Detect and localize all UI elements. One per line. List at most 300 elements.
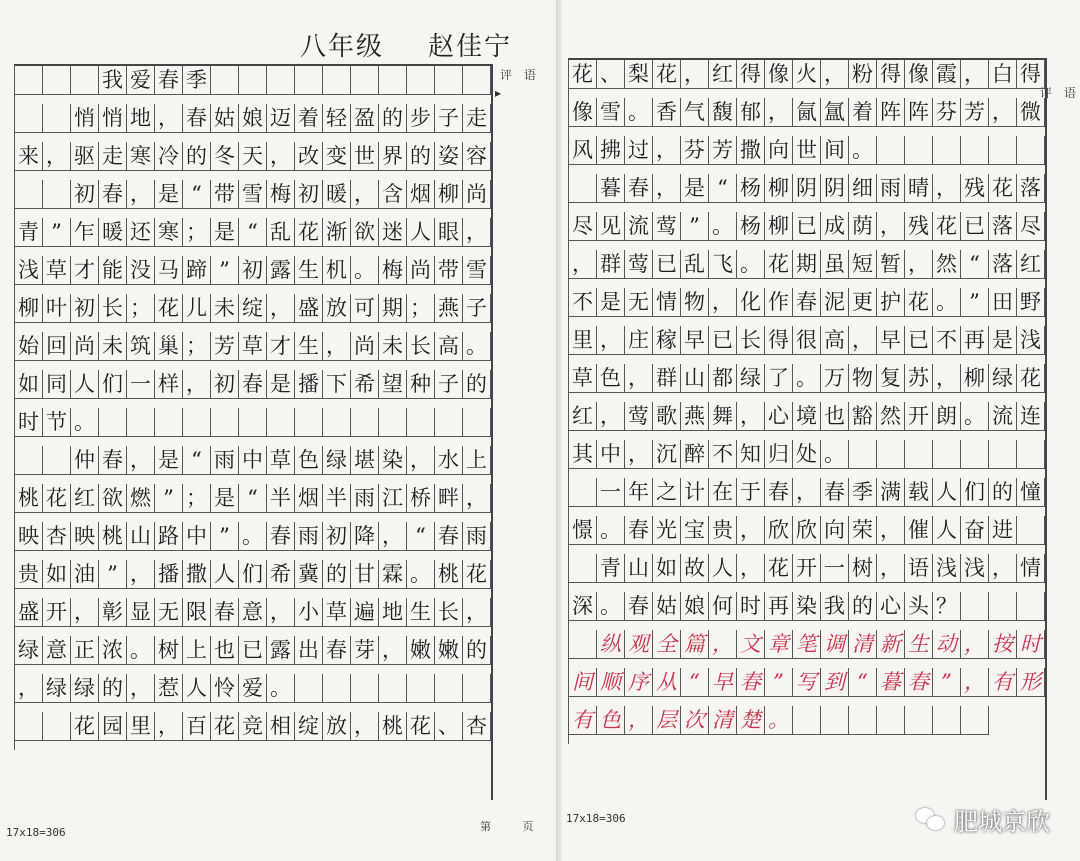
grid-cell: 上 bbox=[463, 446, 491, 475]
grid-cell: 绽 bbox=[239, 294, 267, 323]
grid-cell: 不 bbox=[933, 326, 961, 355]
grid-cell: 山 bbox=[127, 522, 155, 551]
grid-cell bbox=[211, 66, 239, 95]
grid-cell: 长 bbox=[737, 326, 765, 355]
grid-cell: 无 bbox=[155, 598, 183, 627]
grid-cell: 早 bbox=[681, 326, 709, 355]
grid-cell: ， bbox=[267, 598, 295, 627]
grid-cell: 竞 bbox=[239, 712, 267, 741]
grid-cell: 长 bbox=[407, 332, 435, 361]
grid-cell: ， bbox=[127, 674, 155, 703]
grid-cell: ， bbox=[463, 484, 491, 513]
grid-cell: 火 bbox=[793, 60, 821, 89]
grid-cell: 朗 bbox=[933, 402, 961, 431]
grid-cell: 才 bbox=[267, 332, 295, 361]
grid-cell: 霖 bbox=[379, 560, 407, 589]
grid-cell: 落 bbox=[989, 250, 1017, 279]
grid-cell: 残 bbox=[961, 174, 989, 203]
grid-cell: 驱 bbox=[71, 142, 99, 171]
grid-cell: 无 bbox=[625, 288, 653, 317]
grid-cell: 人 bbox=[407, 218, 435, 247]
grid-cell: ， bbox=[933, 174, 961, 203]
grid-cell: 人 bbox=[933, 478, 961, 507]
grid-cell: 春 bbox=[323, 636, 351, 665]
grid-cell: 。 bbox=[463, 332, 491, 361]
grid-cell: 花 bbox=[765, 250, 793, 279]
grid-cell: 来 bbox=[15, 142, 43, 171]
grid-cell: 成 bbox=[821, 212, 849, 241]
grid-cell: 篇 bbox=[681, 630, 709, 659]
grid-cell: 春 bbox=[625, 592, 653, 621]
grid-cell bbox=[961, 440, 989, 469]
grid-cell: 还 bbox=[127, 218, 155, 247]
grid-cell bbox=[1017, 592, 1045, 621]
grid-cell: ， bbox=[15, 674, 43, 703]
grid-cell: ， bbox=[625, 364, 653, 393]
grid-cell: ； bbox=[183, 218, 211, 247]
grid-cell: 宝 bbox=[681, 516, 709, 545]
grid-cell: 动 bbox=[933, 630, 961, 659]
grid-cell: 筑 bbox=[127, 332, 155, 361]
grid-cell: 落 bbox=[989, 212, 1017, 241]
grid-cell: 得 bbox=[737, 60, 765, 89]
grid-cell: 生 bbox=[295, 332, 323, 361]
grid-cell: 计 bbox=[681, 478, 709, 507]
grid-cell: 季 bbox=[849, 478, 877, 507]
grid-cell: 山 bbox=[681, 364, 709, 393]
grid-cell: 步 bbox=[407, 104, 435, 133]
grid-cell: 写 bbox=[793, 668, 821, 697]
grid-cell: 有 bbox=[989, 668, 1017, 697]
grid-cell: 半 bbox=[267, 484, 295, 513]
grid-cell: 如 bbox=[15, 370, 43, 399]
grid-cell: 着 bbox=[849, 98, 877, 127]
grid-cell: 绿 bbox=[43, 674, 71, 703]
grid-cell: 。 bbox=[765, 706, 793, 735]
grid-cell: 初 bbox=[71, 180, 99, 209]
grid-cell: 。 bbox=[597, 592, 625, 621]
grid-cell: 、 bbox=[597, 60, 625, 89]
grid-cell: 初 bbox=[71, 294, 99, 323]
grid-cell: 嫩 bbox=[407, 636, 435, 665]
grid-cell: 一 bbox=[597, 478, 625, 507]
grid-cell: 早 bbox=[877, 326, 905, 355]
grid-cell: “ bbox=[183, 180, 211, 209]
grid-cell: ” bbox=[765, 668, 793, 697]
grid-cell: 楚 bbox=[737, 706, 765, 735]
grid-cell: 清 bbox=[709, 706, 737, 735]
grid-cell: 不 bbox=[569, 288, 597, 317]
grid-cell: 已 bbox=[653, 250, 681, 279]
grid-cell: 花 bbox=[569, 60, 597, 89]
grid-cell: 草 bbox=[323, 598, 351, 627]
grid-cell: 得 bbox=[765, 326, 793, 355]
grid-cell: 一 bbox=[127, 370, 155, 399]
grid-cell: 生 bbox=[407, 598, 435, 627]
grid-cell: 改 bbox=[295, 142, 323, 171]
grid-cell bbox=[1017, 516, 1045, 545]
grid-cell: 走 bbox=[463, 104, 491, 133]
grid-cell bbox=[323, 674, 351, 703]
writing-grid-right bbox=[568, 58, 1045, 744]
grid-cell: 。 bbox=[793, 364, 821, 393]
grid-cell bbox=[569, 174, 597, 203]
grid-cell: 处 bbox=[793, 440, 821, 469]
grid-cell: 全 bbox=[653, 630, 681, 659]
grid-cell: 物 bbox=[849, 364, 877, 393]
grid-cell: 向 bbox=[821, 516, 849, 545]
grid-cell: 虽 bbox=[821, 250, 849, 279]
grid-cell bbox=[793, 706, 821, 735]
grid-cell: 年 bbox=[625, 478, 653, 507]
grid-cell: 心 bbox=[765, 402, 793, 431]
grid-cell: 新 bbox=[877, 630, 905, 659]
grid-cell: 红 bbox=[1017, 250, 1045, 279]
grid-cell: 莺 bbox=[653, 212, 681, 241]
grid-cell: 染 bbox=[379, 446, 407, 475]
grid-cell: 头 bbox=[905, 592, 933, 621]
grid-cell bbox=[15, 104, 43, 133]
grid-cell: 芳 bbox=[211, 332, 239, 361]
grid-cell: 作 bbox=[765, 288, 793, 317]
grid-cell: 的 bbox=[989, 478, 1017, 507]
grid-border bbox=[491, 64, 493, 800]
grid-cell: 冷 bbox=[155, 142, 183, 171]
grid-cell bbox=[933, 136, 961, 165]
grid-cell: 高 bbox=[435, 332, 463, 361]
grid-cell: 可 bbox=[351, 294, 379, 323]
grid-cell: 细 bbox=[849, 174, 877, 203]
grid-cell: 稼 bbox=[653, 326, 681, 355]
grid-cell: 芳 bbox=[961, 98, 989, 127]
grid-cell: ” bbox=[155, 484, 183, 513]
grid-cell: 含 bbox=[379, 180, 407, 209]
grid-cell: ， bbox=[821, 60, 849, 89]
grid-cell: 天 bbox=[239, 142, 267, 171]
grid-cell: 。 bbox=[267, 674, 295, 703]
grid-cell: 世 bbox=[793, 136, 821, 165]
grid-cell: 故 bbox=[681, 554, 709, 583]
grid-cell: 彰 bbox=[99, 598, 127, 627]
grid-cell: ， bbox=[877, 212, 905, 241]
grid-cell: 欣 bbox=[765, 516, 793, 545]
grid-cell: ， bbox=[625, 706, 653, 735]
grid-cell bbox=[877, 440, 905, 469]
grid-cell: 中 bbox=[183, 522, 211, 551]
grid-cell bbox=[961, 136, 989, 165]
grid-cell: 如 bbox=[653, 554, 681, 583]
grid-cell: 的 bbox=[407, 142, 435, 171]
grid-cell: 里 bbox=[127, 712, 155, 741]
grid-cell: 庄 bbox=[625, 326, 653, 355]
grid-cell: 歌 bbox=[653, 402, 681, 431]
grid-cell: 。 bbox=[71, 408, 99, 437]
grid-cell: 雪 bbox=[463, 256, 491, 285]
grid-cell: “ bbox=[239, 218, 267, 247]
grid-cell: 像 bbox=[569, 98, 597, 127]
grid-cell: 氤 bbox=[793, 98, 821, 127]
grid-cell: 姑 bbox=[211, 104, 239, 133]
grid-cell: 飞 bbox=[709, 250, 737, 279]
grid-cell: 映 bbox=[15, 522, 43, 551]
grid-cell: 顺 bbox=[597, 668, 625, 697]
grid-cell: 显 bbox=[127, 598, 155, 627]
grid-cell bbox=[379, 674, 407, 703]
grid-cell: 群 bbox=[653, 364, 681, 393]
grid-cell: 柳 bbox=[961, 364, 989, 393]
grid-cell: 很 bbox=[793, 326, 821, 355]
grid-cell: ， bbox=[267, 142, 295, 171]
grid-cell: 花 bbox=[933, 212, 961, 241]
grid-cell: ， bbox=[961, 668, 989, 697]
grid-cell: 的 bbox=[463, 636, 491, 665]
grid-cell: 迈 bbox=[267, 104, 295, 133]
grid-cell: 意 bbox=[43, 636, 71, 665]
grid-cell: 眼 bbox=[435, 218, 463, 247]
grid-cell: 芳 bbox=[709, 136, 737, 165]
header bbox=[300, 26, 512, 63]
grid-cell: 巢 bbox=[155, 332, 183, 361]
grid-cell bbox=[463, 66, 491, 95]
grid-cell bbox=[877, 136, 905, 165]
grid-cell bbox=[239, 408, 267, 437]
grid-cell: 柳 bbox=[765, 174, 793, 203]
grid-cell bbox=[933, 440, 961, 469]
grid-cell: 是 bbox=[211, 218, 239, 247]
grid-cell: 尚 bbox=[407, 256, 435, 285]
grid-cell bbox=[569, 630, 597, 659]
grid-cell: 贵 bbox=[709, 516, 737, 545]
grid-cell: 江 bbox=[379, 484, 407, 513]
grid-cell: 期 bbox=[379, 294, 407, 323]
grid-cell bbox=[379, 66, 407, 95]
grid-cell: 的 bbox=[183, 142, 211, 171]
grid-spec: 17x18=306 bbox=[6, 826, 66, 839]
watermark bbox=[916, 802, 1050, 837]
grid-cell: 节 bbox=[43, 408, 71, 437]
grid-cell: 时 bbox=[1017, 630, 1045, 659]
grid-cell: 染 bbox=[793, 592, 821, 621]
grid-cell: 春 bbox=[905, 668, 933, 697]
grid-cell: 山 bbox=[625, 554, 653, 583]
grid-cell: 爱 bbox=[127, 66, 155, 95]
grid-cell: 苏 bbox=[905, 364, 933, 393]
grid-cell: 。 bbox=[127, 636, 155, 665]
grid-cell: 能 bbox=[99, 256, 127, 285]
grid-cell: 杨 bbox=[737, 212, 765, 241]
grid-cell: 初 bbox=[211, 370, 239, 399]
grid-cell: 世 bbox=[351, 142, 379, 171]
grid-cell: 播 bbox=[155, 560, 183, 589]
grid-cell: 花 bbox=[211, 712, 239, 741]
grid-cell: ， bbox=[351, 180, 379, 209]
grid-cell: 渐 bbox=[323, 218, 351, 247]
grid-cell: 是 bbox=[681, 174, 709, 203]
grid-cell: 们 bbox=[239, 560, 267, 589]
grid-cell: 未 bbox=[379, 332, 407, 361]
grid-cell: 烟 bbox=[407, 180, 435, 209]
grid-cell: 得 bbox=[877, 60, 905, 89]
grid-cell: 树 bbox=[849, 554, 877, 583]
grid-cell: ， bbox=[379, 522, 407, 551]
grid-cell: 见 bbox=[597, 212, 625, 241]
grid-cell bbox=[961, 706, 989, 735]
grid-cell: 撒 bbox=[183, 560, 211, 589]
grid-cell: 迷 bbox=[379, 218, 407, 247]
grid-cell: 甘 bbox=[351, 560, 379, 589]
grid-cell: 再 bbox=[765, 592, 793, 621]
grid-cell: ， bbox=[323, 332, 351, 361]
grid-cell: ， bbox=[849, 326, 877, 355]
grid-cell: ； bbox=[183, 332, 211, 361]
grid-cell: 欲 bbox=[99, 484, 127, 513]
grid-cell: 春 bbox=[625, 516, 653, 545]
grid-cell: 从 bbox=[653, 668, 681, 697]
grid-cell: 草 bbox=[267, 446, 295, 475]
grid-cell: 带 bbox=[211, 180, 239, 209]
grid-cell: 儿 bbox=[183, 294, 211, 323]
grid-cell: 尚 bbox=[463, 180, 491, 209]
grid-cell: 芽 bbox=[351, 636, 379, 665]
grid-cell: 人 bbox=[211, 560, 239, 589]
watermark-text: 肥城京欣 bbox=[954, 808, 1050, 836]
grid-cell: 于 bbox=[737, 478, 765, 507]
grid-cell: 。 bbox=[737, 250, 765, 279]
grid-cell: ， bbox=[183, 370, 211, 399]
grid-cell: “ bbox=[407, 522, 435, 551]
grid-cell: 下 bbox=[323, 370, 351, 399]
grid-cell: ， bbox=[989, 98, 1017, 127]
grid-cell: 放 bbox=[323, 712, 351, 741]
grid-cell: 暖 bbox=[323, 180, 351, 209]
grid-cell bbox=[15, 180, 43, 209]
grid-cell: 放 bbox=[323, 294, 351, 323]
grid-cell: 轻 bbox=[323, 104, 351, 133]
grid-cell: ” bbox=[681, 212, 709, 241]
grid-cell: 的 bbox=[99, 674, 127, 703]
grid-cell: 的 bbox=[849, 592, 877, 621]
grid-cell: ， bbox=[961, 630, 989, 659]
grid-cell: 浅 bbox=[961, 554, 989, 583]
grid-cell: 雪 bbox=[597, 98, 625, 127]
grid-cell: 语 bbox=[905, 554, 933, 583]
grid-cell: 文 bbox=[737, 630, 765, 659]
grid-cell: 桃 bbox=[379, 712, 407, 741]
grid-cell: 是 bbox=[211, 484, 239, 513]
grid-cell: 心 bbox=[877, 592, 905, 621]
grid-cell: 像 bbox=[905, 60, 933, 89]
grid-cell: 春 bbox=[183, 104, 211, 133]
grid-cell: 悄 bbox=[71, 104, 99, 133]
grid-cell bbox=[351, 66, 379, 95]
grid-cell bbox=[99, 408, 127, 437]
grid-cell: 没 bbox=[127, 256, 155, 285]
grid-cell: 气 bbox=[681, 98, 709, 127]
grid-cell: 才 bbox=[71, 256, 99, 285]
grid-cell bbox=[379, 408, 407, 437]
grid-cell: 春 bbox=[99, 180, 127, 209]
grid-cell: 燕 bbox=[681, 402, 709, 431]
grid-cell: 晴 bbox=[905, 174, 933, 203]
grid-cell: 拂 bbox=[597, 136, 625, 165]
grid-cell: 嫩 bbox=[435, 636, 463, 665]
grid-cell: 残 bbox=[905, 212, 933, 241]
grid-cell: 霞 bbox=[933, 60, 961, 89]
grid-cell: ， bbox=[379, 636, 407, 665]
grid-cell bbox=[1017, 440, 1045, 469]
grid-cell: ， bbox=[43, 142, 71, 171]
grid-cell bbox=[1017, 136, 1045, 165]
grid-cell: 中 bbox=[597, 440, 625, 469]
grid-cell: 短 bbox=[849, 250, 877, 279]
grid-cell: 们 bbox=[99, 370, 127, 399]
grid-cell bbox=[407, 674, 435, 703]
grid-cell: 花 bbox=[407, 712, 435, 741]
grid-cell: ， bbox=[127, 446, 155, 475]
grid-cell: 过 bbox=[625, 136, 653, 165]
grid-cell: 落 bbox=[1017, 174, 1045, 203]
grid-cell: ， bbox=[877, 516, 905, 545]
right-page bbox=[562, 0, 1080, 861]
grid-cell: 子 bbox=[463, 294, 491, 323]
grid-cell: 万 bbox=[821, 364, 849, 393]
grid-cell: 油 bbox=[71, 560, 99, 589]
grid-cell bbox=[821, 706, 849, 735]
grid-cell: 未 bbox=[99, 332, 127, 361]
grid-cell: 进 bbox=[989, 516, 1017, 545]
grid-cell: 容 bbox=[463, 142, 491, 171]
grid-cell: 我 bbox=[99, 66, 127, 95]
grid-cell: 更 bbox=[849, 288, 877, 317]
grid-cell: 绿 bbox=[737, 364, 765, 393]
grid-cell: ？ bbox=[933, 592, 961, 621]
grid-cell: 们 bbox=[961, 478, 989, 507]
grid-cell: 也 bbox=[211, 636, 239, 665]
grid-cell: 乱 bbox=[681, 250, 709, 279]
grid-cell: 深 bbox=[569, 592, 597, 621]
grid-cell: 人 bbox=[709, 554, 737, 583]
grid-cell: 田 bbox=[989, 288, 1017, 317]
grid-cell: 花 bbox=[653, 60, 681, 89]
grid-cell: 浅 bbox=[1017, 326, 1045, 355]
grid-cell: 开 bbox=[905, 402, 933, 431]
grid-cell: 种 bbox=[407, 370, 435, 399]
grid-cell: 了 bbox=[765, 364, 793, 393]
grid-cell: 风 bbox=[569, 136, 597, 165]
grid-cell: 机 bbox=[323, 256, 351, 285]
grid-cell bbox=[435, 408, 463, 437]
grid-cell: “ bbox=[183, 446, 211, 475]
grid-cell: 上 bbox=[183, 636, 211, 665]
grid-cell: 复 bbox=[877, 364, 905, 393]
grid-cell: 浅 bbox=[15, 256, 43, 285]
grid-cell: 杏 bbox=[463, 712, 491, 741]
grid-cell bbox=[849, 440, 877, 469]
grid-cell: 有 bbox=[569, 706, 597, 735]
grid-cell: 生 bbox=[905, 630, 933, 659]
grid-cell: 已 bbox=[709, 326, 737, 355]
grid-cell: 荣 bbox=[849, 516, 877, 545]
grid-cell: ， bbox=[989, 554, 1017, 583]
grid-cell: 阴 bbox=[793, 174, 821, 203]
grid-cell: “ bbox=[849, 668, 877, 697]
wechat-icon bbox=[916, 808, 946, 832]
grid-cell bbox=[877, 706, 905, 735]
grid-cell: 莺 bbox=[625, 250, 653, 279]
grid-cell: 青 bbox=[597, 554, 625, 583]
grid-cell: 中 bbox=[239, 446, 267, 475]
grid-cell: ， bbox=[569, 250, 597, 279]
